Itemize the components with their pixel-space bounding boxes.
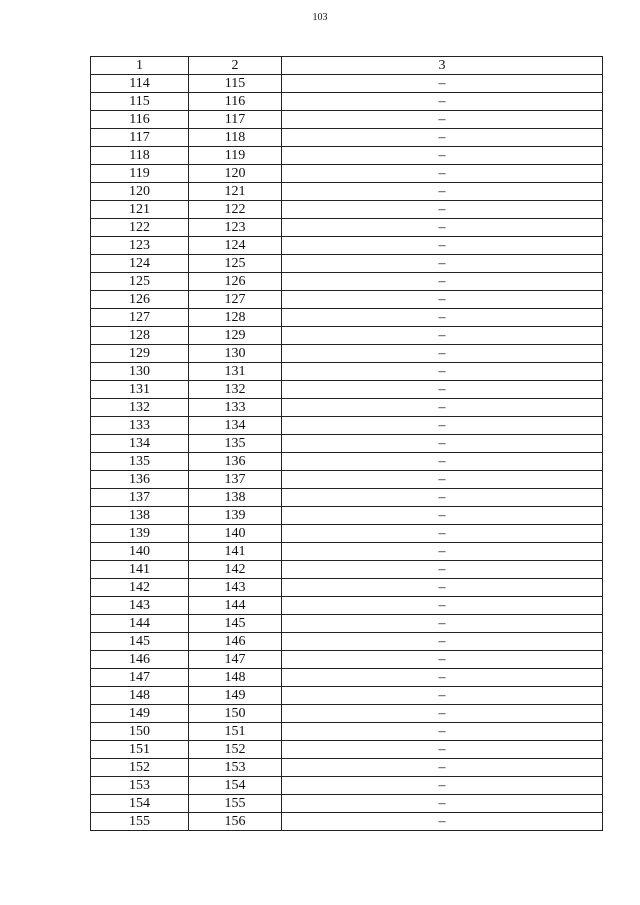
table-cell-col-1: 146 <box>91 651 189 669</box>
table-cell-col-1: 133 <box>91 417 189 435</box>
table-row <box>91 147 603 165</box>
table-cell-col-1: 126 <box>91 291 189 309</box>
table-row <box>91 723 603 741</box>
table-row <box>91 687 603 705</box>
table-cell-col-2: 118 <box>189 129 282 147</box>
table-cell-col-3: – <box>282 723 603 741</box>
table-row <box>91 795 603 813</box>
table-cell-col-1: 149 <box>91 705 189 723</box>
table-row <box>91 255 603 273</box>
table-cell-col-3: – <box>282 201 603 219</box>
table-row <box>91 669 603 687</box>
table-cell-col-2: 146 <box>189 633 282 651</box>
table-cell-col-3: – <box>282 255 603 273</box>
table-row <box>91 777 603 795</box>
table-cell-col-2: 135 <box>189 435 282 453</box>
table-cell-col-3: – <box>282 489 603 507</box>
table-cell-col-3: – <box>282 147 603 165</box>
table-row <box>91 543 603 561</box>
data-table <box>90 56 603 831</box>
table-cell-col-2: 133 <box>189 399 282 417</box>
table-cell-col-3: – <box>282 687 603 705</box>
table-cell-col-1: 116 <box>91 111 189 129</box>
table-cell-col-3: – <box>282 705 603 723</box>
table-cell-col-2: 143 <box>189 579 282 597</box>
table-cell-col-1: 152 <box>91 759 189 777</box>
table-cell-col-1: 137 <box>91 489 189 507</box>
table-cell-col-2: 119 <box>189 147 282 165</box>
table-cell-col-1: 124 <box>91 255 189 273</box>
table-row <box>91 345 603 363</box>
table-cell-col-2: 139 <box>189 507 282 525</box>
table-cell-col-1: 132 <box>91 399 189 417</box>
table-cell-col-3: – <box>282 813 603 831</box>
table-row <box>91 327 603 345</box>
column-header-3: 3 <box>282 57 603 75</box>
table-cell-col-3: – <box>282 363 603 381</box>
table-cell-col-2: 156 <box>189 813 282 831</box>
table-cell-col-2: 137 <box>189 471 282 489</box>
table-cell-col-1: 125 <box>91 273 189 291</box>
table-cell-col-3: – <box>282 579 603 597</box>
table-cell-col-1: 114 <box>91 75 189 93</box>
table-row <box>91 201 603 219</box>
table-cell-col-2: 130 <box>189 345 282 363</box>
table-cell-col-2: 152 <box>189 741 282 759</box>
table-cell-col-1: 150 <box>91 723 189 741</box>
table-row <box>91 75 603 93</box>
table-cell-col-3: – <box>282 219 603 237</box>
table-row <box>91 453 603 471</box>
table-row <box>91 615 603 633</box>
table-cell-col-2: 141 <box>189 543 282 561</box>
table-header-row <box>91 57 603 75</box>
table-cell-col-2: 145 <box>189 615 282 633</box>
table-row <box>91 273 603 291</box>
table-cell-col-2: 138 <box>189 489 282 507</box>
table-cell-col-2: 140 <box>189 525 282 543</box>
table-row <box>91 399 603 417</box>
table-cell-col-2: 142 <box>189 561 282 579</box>
table-cell-col-1: 140 <box>91 543 189 561</box>
table-cell-col-3: – <box>282 111 603 129</box>
table-cell-col-1: 141 <box>91 561 189 579</box>
table-cell-col-3: – <box>282 561 603 579</box>
table-row <box>91 363 603 381</box>
table-cell-col-3: – <box>282 183 603 201</box>
table-cell-col-3: – <box>282 471 603 489</box>
table-row <box>91 741 603 759</box>
table-cell-col-3: – <box>282 237 603 255</box>
table-row <box>91 309 603 327</box>
table-cell-col-1: 138 <box>91 507 189 525</box>
table-row <box>91 111 603 129</box>
table-cell-col-2: 136 <box>189 453 282 471</box>
table-cell-col-3: – <box>282 129 603 147</box>
table-cell-col-3: – <box>282 741 603 759</box>
table-cell-col-2: 126 <box>189 273 282 291</box>
data-table-container <box>90 56 602 831</box>
column-header-1: 1 <box>91 57 189 75</box>
table-cell-col-1: 128 <box>91 327 189 345</box>
table-cell-col-1: 134 <box>91 435 189 453</box>
table-cell-col-2: 150 <box>189 705 282 723</box>
table-row <box>91 561 603 579</box>
table-row <box>91 705 603 723</box>
table-row <box>91 507 603 525</box>
table-cell-col-3: – <box>282 759 603 777</box>
table-cell-col-1: 117 <box>91 129 189 147</box>
table-row <box>91 291 603 309</box>
table-cell-col-1: 148 <box>91 687 189 705</box>
table-cell-col-3: – <box>282 435 603 453</box>
table-cell-col-3: – <box>282 525 603 543</box>
table-cell-col-1: 144 <box>91 615 189 633</box>
table-cell-col-2: 124 <box>189 237 282 255</box>
table-cell-col-2: 115 <box>189 75 282 93</box>
table-row <box>91 165 603 183</box>
table-cell-col-3: – <box>282 597 603 615</box>
table-cell-col-1: 122 <box>91 219 189 237</box>
table-cell-col-3: – <box>282 651 603 669</box>
table-cell-col-1: 130 <box>91 363 189 381</box>
table-cell-col-2: 128 <box>189 309 282 327</box>
table-row <box>91 129 603 147</box>
table-cell-col-2: 155 <box>189 795 282 813</box>
table-cell-col-3: – <box>282 165 603 183</box>
table-cell-col-3: – <box>282 291 603 309</box>
table-cell-col-3: – <box>282 417 603 435</box>
table-cell-col-1: 154 <box>91 795 189 813</box>
table-cell-col-1: 123 <box>91 237 189 255</box>
table-cell-col-1: 131 <box>91 381 189 399</box>
table-cell-col-2: 153 <box>189 759 282 777</box>
table-row <box>91 381 603 399</box>
table-cell-col-3: – <box>282 633 603 651</box>
table-body <box>91 75 603 831</box>
table-row <box>91 237 603 255</box>
table-row <box>91 219 603 237</box>
table-cell-col-2: 122 <box>189 201 282 219</box>
table-cell-col-3: – <box>282 327 603 345</box>
table-cell-col-1: 145 <box>91 633 189 651</box>
table-row <box>91 417 603 435</box>
table-row <box>91 651 603 669</box>
table-cell-col-2: 132 <box>189 381 282 399</box>
table-cell-col-2: 144 <box>189 597 282 615</box>
table-cell-col-3: – <box>282 345 603 363</box>
table-cell-col-2: 131 <box>189 363 282 381</box>
table-cell-col-3: – <box>282 453 603 471</box>
table-cell-col-2: 154 <box>189 777 282 795</box>
table-cell-col-3: – <box>282 507 603 525</box>
table-cell-col-1: 118 <box>91 147 189 165</box>
table-cell-col-2: 147 <box>189 651 282 669</box>
table-cell-col-1: 121 <box>91 201 189 219</box>
table-cell-col-1: 143 <box>91 597 189 615</box>
table-row <box>91 813 603 831</box>
table-cell-col-3: – <box>282 615 603 633</box>
table-cell-col-2: 149 <box>189 687 282 705</box>
table-cell-col-1: 153 <box>91 777 189 795</box>
table-cell-col-3: – <box>282 273 603 291</box>
table-cell-col-2: 116 <box>189 93 282 111</box>
table-cell-col-2: 125 <box>189 255 282 273</box>
table-row <box>91 759 603 777</box>
table-row <box>91 579 603 597</box>
table-cell-col-3: – <box>282 75 603 93</box>
table-cell-col-1: 115 <box>91 93 189 111</box>
table-row <box>91 471 603 489</box>
table-cell-col-1: 119 <box>91 165 189 183</box>
table-cell-col-1: 129 <box>91 345 189 363</box>
table-cell-col-1: 135 <box>91 453 189 471</box>
table-cell-col-2: 151 <box>189 723 282 741</box>
table-cell-col-2: 129 <box>189 327 282 345</box>
table-cell-col-1: 147 <box>91 669 189 687</box>
table-cell-col-1: 139 <box>91 525 189 543</box>
table-cell-col-3: – <box>282 381 603 399</box>
table-cell-col-2: 120 <box>189 165 282 183</box>
table-row <box>91 93 603 111</box>
table-cell-col-1: 155 <box>91 813 189 831</box>
table-cell-col-3: – <box>282 777 603 795</box>
table-cell-col-3: – <box>282 399 603 417</box>
table-row <box>91 489 603 507</box>
table-cell-col-3: – <box>282 543 603 561</box>
table-cell-col-1: 142 <box>91 579 189 597</box>
table-cell-col-2: 148 <box>189 669 282 687</box>
table-row <box>91 525 603 543</box>
page-number: 103 <box>312 12 328 23</box>
table-cell-col-1: 151 <box>91 741 189 759</box>
table-cell-col-3: – <box>282 795 603 813</box>
table-cell-col-2: 121 <box>189 183 282 201</box>
table-row <box>91 435 603 453</box>
column-header-2: 2 <box>189 57 282 75</box>
table-cell-col-2: 117 <box>189 111 282 129</box>
table-row <box>91 633 603 651</box>
table-cell-col-2: 123 <box>189 219 282 237</box>
table-row <box>91 183 603 201</box>
table-cell-col-1: 136 <box>91 471 189 489</box>
table-cell-col-3: – <box>282 93 603 111</box>
table-cell-col-3: – <box>282 669 603 687</box>
table-cell-col-3: – <box>282 309 603 327</box>
table-row <box>91 597 603 615</box>
table-cell-col-1: 120 <box>91 183 189 201</box>
table-cell-col-2: 127 <box>189 291 282 309</box>
table-cell-col-2: 134 <box>189 417 282 435</box>
table-cell-col-1: 127 <box>91 309 189 327</box>
